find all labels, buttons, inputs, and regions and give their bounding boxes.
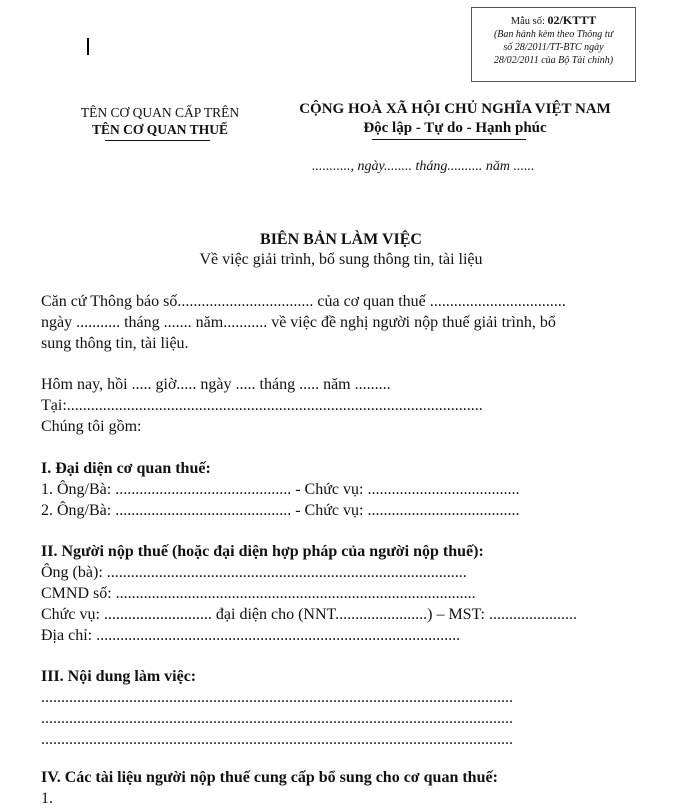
nation-title: CỘNG HOÀ XÃ HỘI CHỦ NGHĨA VIỆT NAM <box>299 101 611 117</box>
agency-name: TÊN CƠ QUAN THUẾ <box>92 122 228 137</box>
section4-heading: IV. Các tài liệu người nộp thuế cung cấp bổ sung cho cơ quan thuế: <box>41 769 498 786</box>
intro-line-1: Căn cứ Thông báo số.................................. của cơ quan thuế .................................. <box>41 293 566 310</box>
nation-header <box>275 100 635 138</box>
form-code: Mẫu số: 02/KTTT <box>510 13 597 27</box>
section2-heading: II. Người nộp thuế (hoặc đại diện hợp pháp của người nộp thuế): <box>41 543 484 560</box>
section1-row-1: 1. Ông/Bà: ............................................ - Chức vụ: ...................................... <box>41 481 520 498</box>
text-cursor <box>87 38 89 55</box>
taxpayer-id: CMND số: .......................................................................................... <box>41 585 476 602</box>
agency-underline <box>105 140 210 141</box>
section1-row-2: 2. Ông/Bà: ............................................ - Chức vụ: ...................................... <box>41 502 520 519</box>
intro-line-2: ngày ........... tháng ....... năm........... về việc đề nghị người nộp thuế giải trình, bổ <box>41 314 556 331</box>
meeting-time: Hôm nay, hồi ..... giờ..... ngày ..... tháng ..... năm ......... <box>41 376 391 393</box>
motto-underline <box>372 139 526 140</box>
section3-heading: III. Nội dung làm việc: <box>41 668 197 685</box>
form-note-line1: (Ban hành kèm theo Thông tư <box>493 29 614 40</box>
section4-first-item: 1. <box>41 790 53 807</box>
content-line: ...................................................................................................................... <box>41 689 513 706</box>
taxpayer-position: Chức vụ: ........................... đại diện cho (NNT.......................) – MST: ...................... <box>41 606 577 623</box>
meeting-place: Tại:........................................................................................................ <box>41 397 483 414</box>
content-line: ...................................................................................................................... <box>41 710 513 727</box>
agency-parent: TÊN CƠ QUAN CẤP TRÊN <box>80 105 240 120</box>
section1-heading: I. Đại diện cơ quan thuế: <box>41 460 211 477</box>
intro-line-3: sung thông tin, tài liệu. <box>41 335 189 352</box>
content-line: ...................................................................................................................... <box>41 731 513 748</box>
motto: Độc lập - Tự do - Hạnh phúc <box>363 120 547 136</box>
document-title: BIÊN BẢN LÀM VIỆC <box>260 231 422 248</box>
form-number-box <box>471 7 636 82</box>
agency-header <box>50 104 270 138</box>
taxpayer-name: Ông (bà): .......................................................................................... <box>41 564 467 581</box>
form-note-line3: 28/02/2011 của Bộ Tài chính) <box>493 55 614 66</box>
members-label: Chúng tôi gồm: <box>41 418 142 435</box>
form-note-line2: số 28/2011/TT-BTC ngày <box>503 42 604 53</box>
taxpayer-address: Địa chỉ: ........................................................................................... <box>41 627 461 644</box>
date-line: ..........., ngày........ tháng.......... năm ...... <box>312 159 535 174</box>
document-subtitle: Về việc giải trình, bổ sung thông tin, tài liệu <box>199 251 483 268</box>
